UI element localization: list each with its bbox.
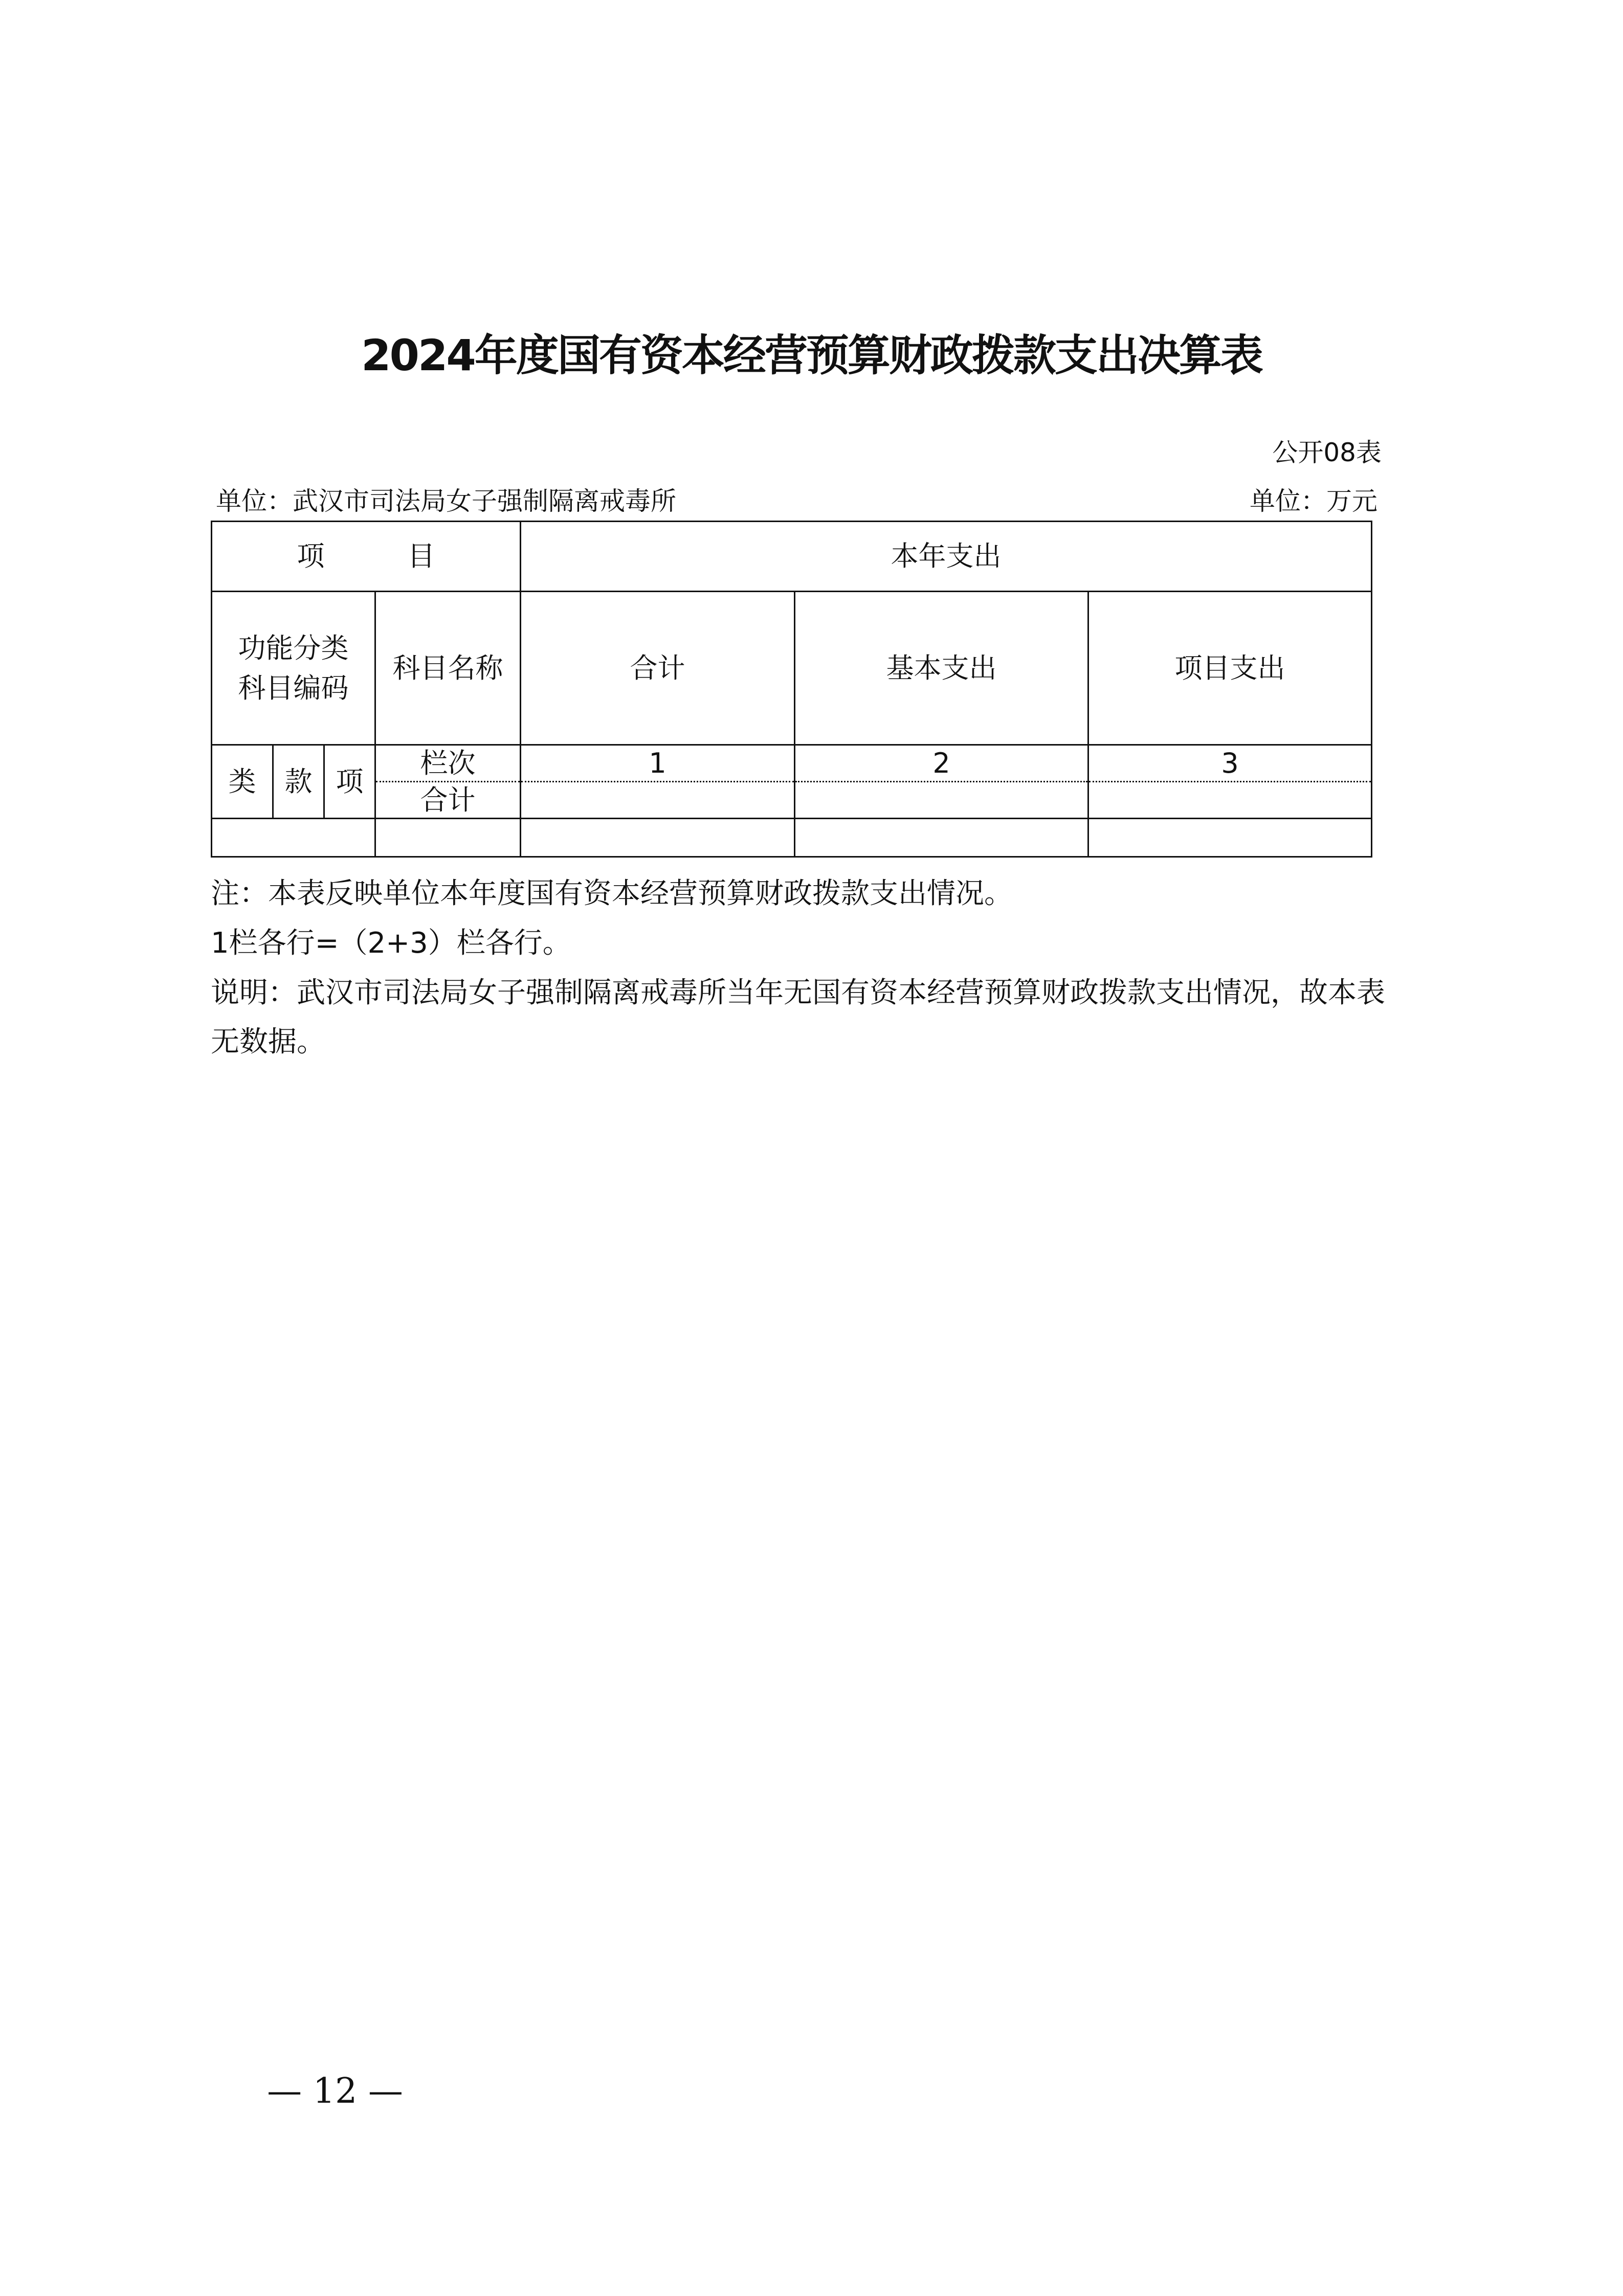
col-basic-header: 基本支出 [795, 592, 1088, 745]
kuan-cell: 款 [273, 745, 324, 819]
total-value-2 [795, 782, 1088, 819]
lei-cell: 类 [212, 745, 273, 819]
func-class-code-cell: 功能分类 科目编码 [212, 592, 375, 745]
budget-table [211, 521, 1372, 858]
table-note: 注：本表反映单位本年度国有资本经营预算财政拨款支出情况。 [211, 877, 1013, 910]
col-number-1: 1 [521, 745, 795, 782]
col-total-header: 合计 [521, 592, 795, 745]
header-item-cell: 项 目 [212, 522, 521, 592]
empty-basic-cell [795, 819, 1088, 857]
column-number-row [212, 745, 1372, 782]
xiang-cell: 项 [324, 745, 375, 819]
col-project-header: 项目支出 [1088, 592, 1372, 745]
budget-table-wrapper [211, 521, 1371, 858]
column-label-cell: 栏次 [375, 745, 521, 782]
column-formula-note: 1栏各行=（2+3）栏各行。 [211, 927, 571, 960]
header-row-2 [212, 592, 1372, 745]
empty-total-cell [521, 819, 795, 857]
total-value-1 [521, 782, 795, 819]
form-code: 公开08表 [1272, 438, 1382, 467]
empty-data-row [212, 819, 1372, 857]
col-number-3: 3 [1088, 745, 1372, 782]
page-title: 2024年度国有资本经营预算财政拨款支出决算表 [361, 330, 1262, 380]
reporting-unit: 单位：武汉市司法局女子强制隔离戒毒所 [216, 486, 676, 516]
total-value-3 [1088, 782, 1372, 819]
total-label-cell: 合计 [375, 782, 521, 819]
empty-code-cell [212, 819, 375, 857]
explanation-note: 说明：武汉市司法局女子强制隔离戒毒所当年无国有资本经营预算财政拨款支出情况，故本表无数据。 [211, 976, 1385, 1059]
empty-project-cell [1088, 819, 1372, 857]
empty-subject-cell [375, 819, 521, 857]
total-row [212, 782, 1372, 819]
currency-unit: 单位：万元 [1250, 486, 1377, 516]
col-number-2: 2 [795, 745, 1088, 782]
subject-name-cell: 科目名称 [375, 592, 521, 745]
page-number: — 12 — [267, 2071, 403, 2111]
header-row-1 [212, 522, 1372, 592]
header-year-expense-cell: 本年支出 [521, 522, 1372, 592]
